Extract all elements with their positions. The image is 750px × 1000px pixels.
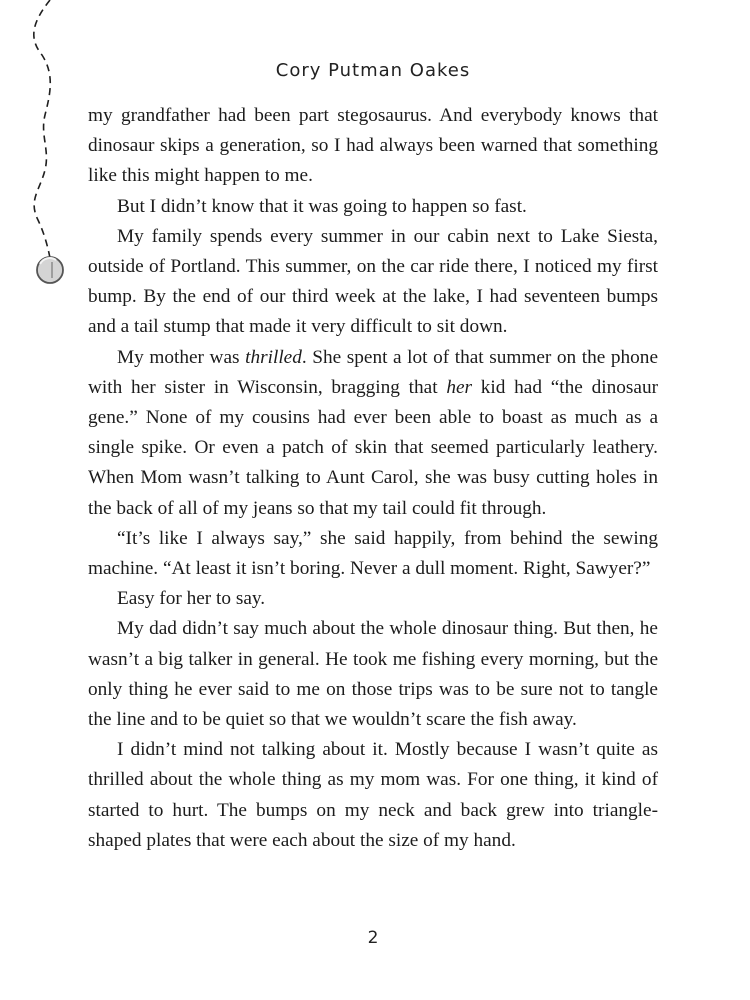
text-run: But I didn’t know that it was going to happen so fast. [117,195,527,217]
page-number: 2 [367,928,379,948]
text-run: I didn’t mind not talking about it. Mostly because I wasn’t quite as thrilled about the whole thing as my mom was. For one thing, it kind of started to hurt. The bumps on my neck and back grew into triangle-shaped plates that were each about the size of my hand. [88,739,658,851]
italic-text-run: her [446,376,473,398]
running-head-author: Cory Putman Oakes [275,60,471,81]
paragraph [88,524,658,584]
text-run: My dad didn’t say much about the whole dinosaur thing. But then, he wasn’t a big talker in general. He took me fishing every morning, but the only thing he ever said to me on those trips was to be sure not to tangle the line and to be quiet so that we wouldn’t scare the fish away. [88,618,658,731]
paragraph [88,735,658,856]
text-run: Easy for her to say. [117,588,266,610]
paragraph [88,192,658,222]
paragraph [88,614,658,735]
paragraph [88,584,658,614]
text-run: My family spends every summer in our cabin next to Lake Siesta, outside of Portland. This summer, on the car ride there, I noticed my first bump. By the end of our third week at the lake, I had seventeen bumps and a tail stump that made it very difficult to sit down. [88,225,658,338]
paragraph [88,222,658,343]
paragraph [88,101,658,192]
fishing-line-ornament-icon [0,0,80,300]
italic-text-run: thrilled [245,346,302,368]
text-run: “It’s like I always say,” she said happily, from behind the sewing machine. “At least it isn’t boring. Never a dull moment. Right, Sawyer?” [88,527,658,580]
dashed-fishing-line [34,0,50,258]
text-run: My mother was [117,346,246,368]
text-run: my grandfather had been part stegosaurus. And everybody knows that dinosaur skips a generation, so I had always been warned that something like this might happen to me. [88,105,658,187]
text-run: . She spent a lot of that summer on the phone with her sister in Wisconsin, bragging that [88,346,658,398]
text-run: kid had “the dinosaur gene.” None of my cousins had ever been able to boast as much as a single spike. Or even a patch of skin that seemed particularly leathery. When Mom wasn’t talking to Aunt Carol, she was busy cutting holes in the back of all of my jeans so that my tail could fit through. [88,376,659,519]
bobber-icon [37,257,63,283]
body-text [88,101,658,856]
paragraph [88,343,658,524]
